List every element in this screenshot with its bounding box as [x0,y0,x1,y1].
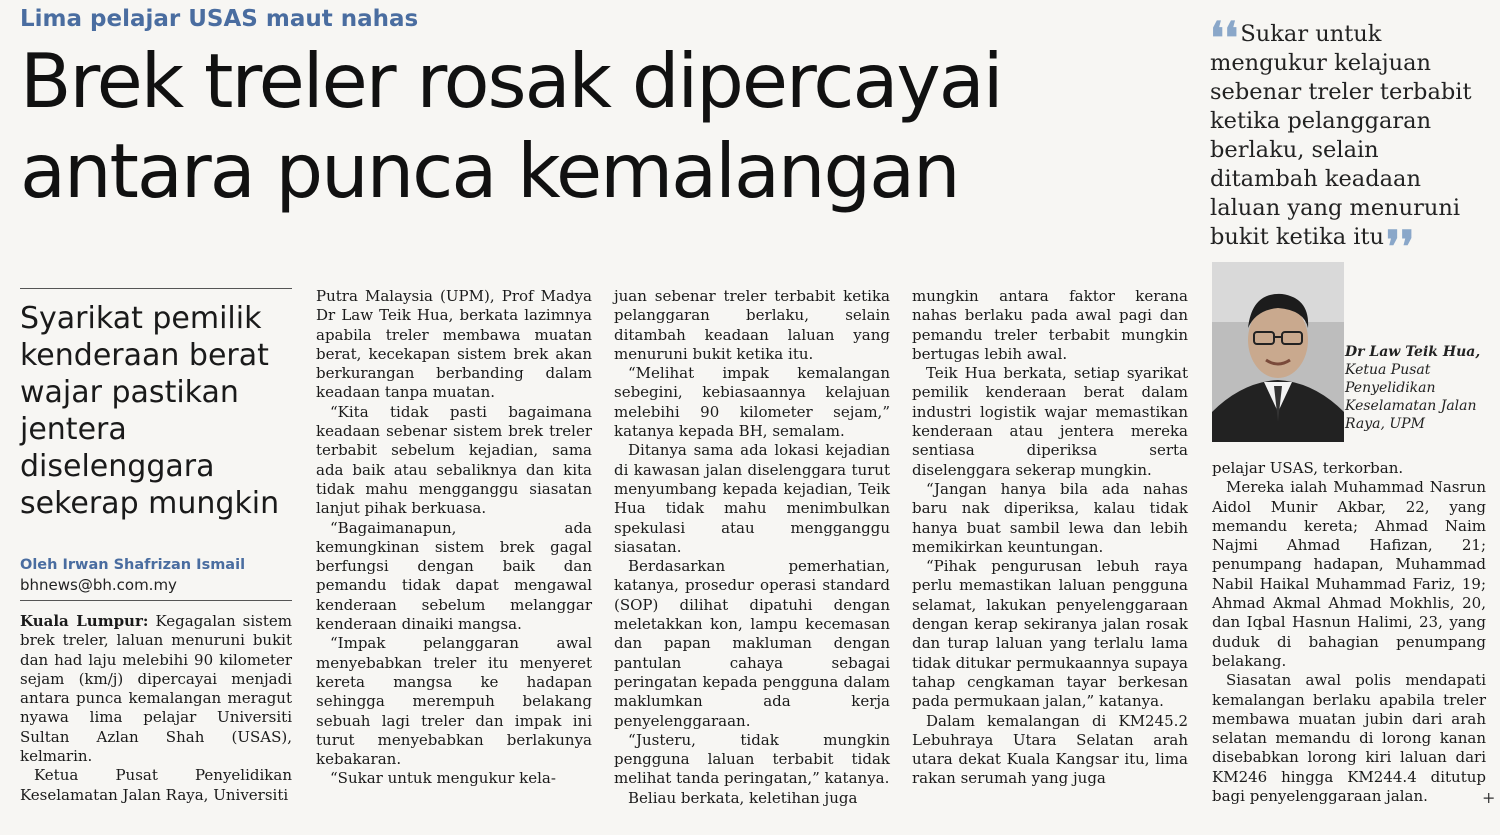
article-column-5 [1212,459,1486,806]
portrait-photo [1212,262,1344,442]
paragraph: “Impak pelanggaran awal menyebabkan treler itu menyeret kereta mangsa ke hadapan sehingga merempuh belakang sebuah lagi treler dan impak ini turut menyebabkan berlakunya kebakaran. [316,634,592,769]
paragraph: Ditanya sama ada lokasi kejadian di kawasan jalan diselenggara turut menyumbang kepada kejadian, Teik Hua tidak mahu menimbulkan spekulasi atau mengganggu siasatan. [614,441,890,556]
dateline: Kuala Lumpur: [20,612,149,630]
paragraph: Dalam kemalangan di KM245.2 Lebuhraya Utara Selatan arah utara dekat Kuala Kangsar itu, lima rakan serumah yang juga [912,711,1188,788]
divider [20,288,292,289]
open-quote-icon: ❛❛ [1210,13,1239,64]
byline: Oleh Irwan Shafrizan Ismail [20,557,246,573]
paragraph: “Justeru, tidak mungkin pengguna laluan terbabit tidak melihat tanda peringatan,” katanya. [614,730,890,788]
paragraph: juan sebenar treler terbabit ketika pelanggaran berlaku, selain ditambah keadaan laluan yang menuruni bukit ketika itu. [614,287,890,363]
photo-caption [1345,343,1495,433]
paragraph: Berdasarkan pemerhatian, katanya, prosedur operasi standard (SOP) dilihat dipatuhi dengan meletakkan kon, lampu kecemasan dan papan makluman dengan pantulan cahaya sebagai peringatan kepada pengguna dalam maklumkan ada kerja penyelenggaraan. [614,557,890,730]
end-mark: + [1482,788,1496,807]
paragraph: Putra Malaysia (UPM), Prof Madya Dr Law Teik Hua, berkata lazimnya apabila treler membawa muatan berat, kecekapan sistem brek akan berkurangan berbanding dalam keadaan tanpa muatan. [316,287,592,402]
article-column-1 [20,612,292,805]
article-column-2 [316,287,592,789]
article-column-3 [614,287,890,808]
lead-text: Kegagalan sistem brek treler, laluan menuruni bukit dan had laju melebihi 90 kilometer sejam (km/j) dipercayai menjadi antara punca kemalangan meragut nyawa lima pelajar Universiti Sultan Azlan Shah (USAS), kelmarin. [20,612,293,766]
paragraph: “Jangan hanya bila ada nahas baru nak diperiksa, kalau tidak hanya buat sambil lewa dan lebih memikirkan keuntungan. [912,479,1188,556]
paragraph: “Melihat impak kemalangan sebegini, kebiasaannya kelajuan melebihi 90 kilometer sejam,” katanya kepada BH, semalam. [614,364,890,441]
divider [20,600,292,601]
paragraph: “Kita tidak pasti bagaimana keadaan sebenar sistem brek treler terbabit sebelum kejadian, sama ada baik atau sebaliknya dan kita tidak mahu mengganggu siasatan lanjut pihak berkuasa. [316,402,592,518]
paragraph: Beliau berkata, keletihan juga [628,788,858,807]
paragraph [20,612,292,766]
paragraph: Siasatan awal polis mendapati kemalangan berlaku apabila treler membawa muatan jubin dari arah selatan memandu di lorong kanan disebabkan lorong kiri laluan dari KM246 hingga KM244.4 ditutup bagi penyelenggaraan jalan. [1212,671,1486,806]
portrait-illustration [1212,262,1344,442]
pull-quote [1210,13,1490,273]
headline [20,36,1200,216]
paragraph: Teik Hua berkata, setiap syarikat pemilik kenderaan berat dalam industri logistik wajar memastikan kenderaan atau jentera mereka sentiasa diperiksa serta diselenggara sekerap mungkin. [912,364,1188,479]
subheadline: Syarikat pemilik kenderaan berat wajar pastikan jentera diselenggara sekerap mungkin [20,301,280,521]
paragraph: “Pihak pengurusan lebuh raya perlu memastikan laluan pengguna selamat, lakukan penyelenggaraan dengan kerap sekiranya jalan rosak dan turap laluan yang terlalu lama tidak ditukar permukaannya supaya tahap cengkaman tayar berkesan pada permukaan jalan,” katanya. [912,557,1188,711]
author-email: bhnews@bh.com.my [20,576,177,594]
paragraph: “Sukar untuk mengukur kela- [330,769,556,788]
paragraph: mungkin antara faktor kerana nahas berlaku pada awal pagi dan pemandu treler terbabit mungkin bertugas lebih awal. [912,287,1188,363]
headline-line-1: Brek treler rosak dipercayai [20,37,1002,125]
article-column-4 [912,287,1188,789]
paragraph: pelajar USAS, terkorban. [1212,459,1404,477]
paragraph: Ketua Pusat Penyelidikan Keselamatan Jalan Raya, Universiti [20,766,292,804]
paragraph: Mereka ialah Muhammad Nasrun Aidol Munir Akbar, 22, yang memandu kereta; Ahmad Naim Najmi Ahmad Hafizan, 21; penumpang hadapan, Muhammad Nabil Haikal Muhammad Fariz, 19; Ahmad Akmal Ahmad Mokhlis, 20, dan Iqbal Hasnun Halimi, 23, yang duduk di bahagian penumpang belakang. [1212,478,1486,670]
close-quote-icon: ❜❜ [1386,222,1415,273]
paragraph: “Bagaimanapun, ada kemungkinan sistem brek gagal berfungsi dengan baik dan pemandu tidak dapat mengawal kenderaan sebelum melanggar kenderaan dinaiki mangsa. [316,518,592,634]
headline-line-2: antara punca kemalangan [20,127,959,215]
caption-title: Ketua Pusat Penyelidikan Keselamatan Jalan Raya, UPM [1345,362,1477,432]
article-kicker: Lima pelajar USAS maut nahas [20,6,419,32]
caption-name: Dr Law Teik Hua, [1345,344,1481,360]
pull-quote-text: Sukar untuk mengukur kelajuan sebenar treler terbabit ketika pelanggaran berlaku, selain ditambah keadaan laluan yang menuruni bukit ketika itu [1210,21,1472,250]
